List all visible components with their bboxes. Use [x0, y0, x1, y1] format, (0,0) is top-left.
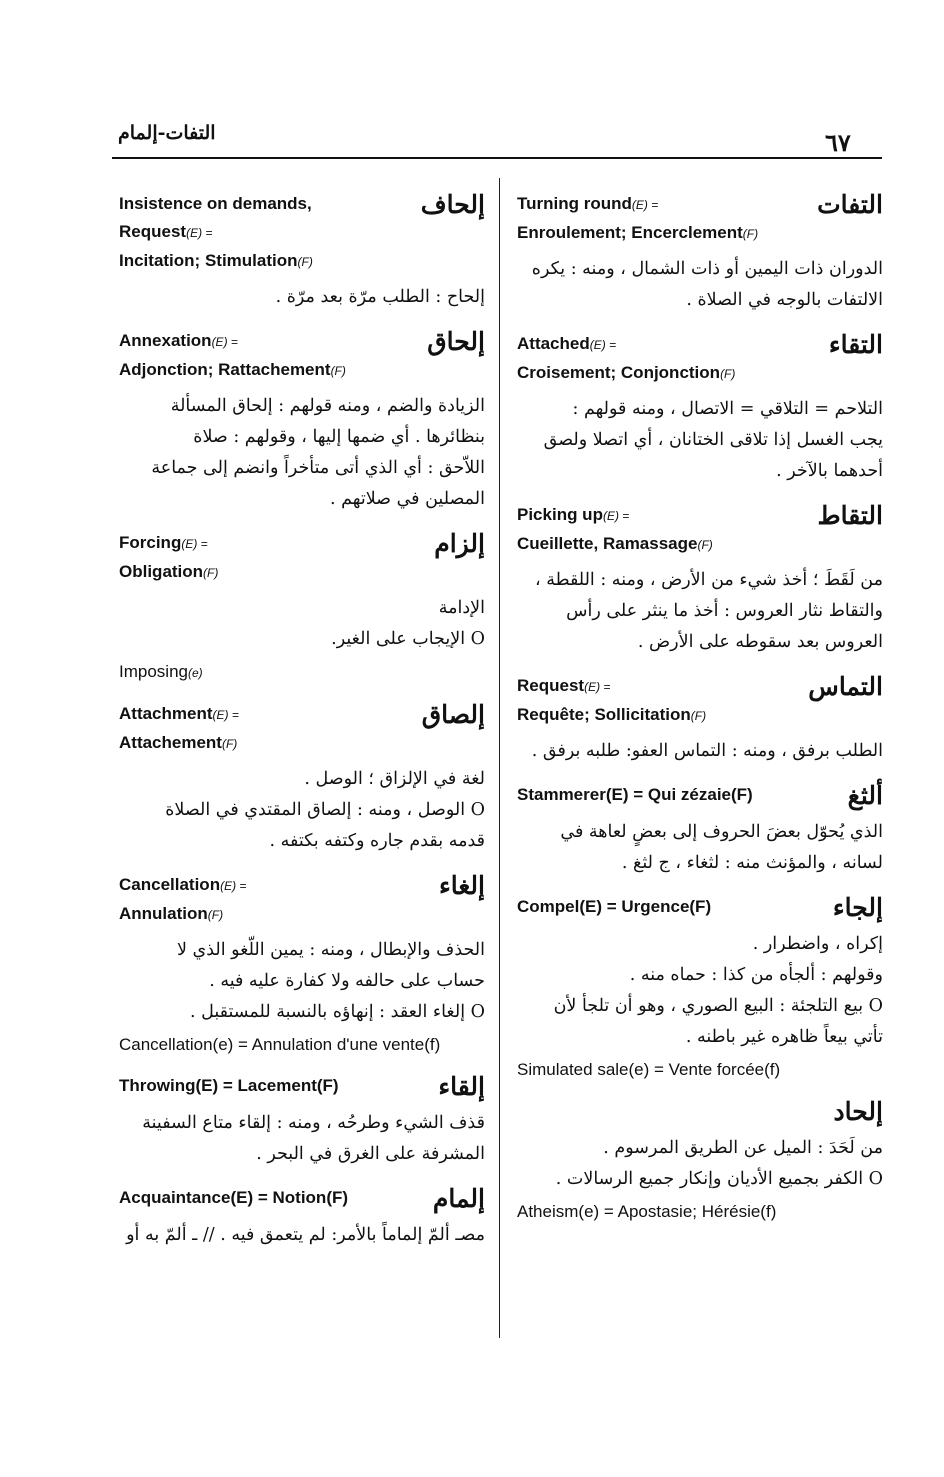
- english-translation: [119, 327, 346, 356]
- entry-definition: [517, 929, 883, 1053]
- entry-headword: إلمام: [432, 1184, 485, 1213]
- french-translation: [119, 729, 239, 758]
- entry-translations: [517, 672, 706, 730]
- english-text: Forcing: [119, 533, 182, 552]
- entry-headword: إلحاد: [833, 1097, 883, 1126]
- french-tag: (F): [742, 227, 759, 241]
- note-tag: (e): [187, 666, 203, 680]
- english-text: Attached: [517, 334, 590, 353]
- definition-line: اللاّحق : أي الذي أتى متأخراً وانضم إلى جماعة: [151, 458, 485, 478]
- definition-line: مصـ ألمّ إلماماً بالأمر: لم يتعمق فيه . // ـ ألمّ به أو: [126, 1225, 485, 1245]
- english-tag: (E) =: [589, 338, 617, 352]
- french-translation: [517, 219, 758, 248]
- english-translation: [119, 871, 246, 900]
- entry-definition: [119, 1220, 485, 1251]
- header-rule: [112, 157, 882, 159]
- english-tag: (E) =: [212, 708, 239, 722]
- dictionary-entry: [517, 1097, 883, 1225]
- definition-line: المشرفة على الغرق في البحر .: [256, 1144, 485, 1164]
- dictionary-entry: [517, 330, 883, 487]
- definition-line: المصلين في صلاتهم .: [330, 489, 485, 509]
- definition-line: حساب على حالفه ولا كفارة عليه فيه .: [209, 971, 485, 991]
- english-translation: [119, 700, 239, 729]
- entry-definition: [119, 935, 485, 1028]
- entry-head: [517, 501, 883, 559]
- english-translation: [517, 781, 753, 809]
- english-tag: (E) =: [631, 198, 659, 212]
- definition-line: التلاحم = التلاقي = الاتصال ، ومنه قولهم :: [572, 399, 883, 419]
- entry-translations: [517, 190, 758, 248]
- french-tag: (F): [207, 908, 224, 922]
- english-text: Cancellation: [119, 875, 221, 894]
- entry-translations: [517, 330, 735, 388]
- english-translation: [517, 330, 735, 359]
- entry-head: [119, 871, 485, 929]
- french-translation: [119, 900, 246, 929]
- definition-line: الحذف والإبطال ، ومنه : يمين اللّغو الذي لا: [176, 940, 485, 960]
- entry-definition: [119, 593, 485, 655]
- page-number: ٦٧: [825, 128, 851, 157]
- entry-headword: التفات: [817, 190, 883, 219]
- english-translation: [517, 501, 713, 530]
- entry-definition: [517, 1133, 883, 1195]
- entry-translations: [119, 1184, 348, 1212]
- definition-line: O الكفر بجميع الأديان وإنكار جميع الرسالات .: [555, 1169, 883, 1189]
- french-tag: (F): [720, 367, 736, 381]
- entry-translations: [517, 893, 711, 921]
- entry-headword: إلصاق: [421, 700, 485, 729]
- english-translation: [119, 190, 313, 218]
- french-tag: (F): [697, 538, 713, 552]
- entry-definition: [119, 282, 485, 313]
- definition-line: أحدهما بالآخر .: [776, 461, 883, 481]
- definition-line: لسانه ، والمؤنث منه : لثغاء ، ج لثغ .: [621, 853, 883, 873]
- running-title: التفات-إلمام: [118, 122, 216, 144]
- definition-line: لغة في الإلزاق ؛ الوصل .: [304, 769, 485, 789]
- definition-line: الزيادة والضم ، ومنه قولهم : إلحاق المسألة: [170, 396, 485, 416]
- right-column: [517, 190, 883, 1239]
- french-translation: [517, 359, 735, 388]
- definition-line: تأتي بيعاً ظاهره غير باطنه .: [685, 1027, 883, 1047]
- french-text: Requête; Sollicitation: [517, 705, 691, 724]
- entry-headword: إلحاق: [427, 327, 485, 356]
- french-tag: (F): [297, 255, 313, 269]
- entry-translations: [119, 1072, 339, 1100]
- definition-line: قذف الشيء وطرحُه ، ومنه : إلقاء متاع السفينة: [142, 1113, 485, 1133]
- english-text: Acquaintance(E) = Notion(F): [119, 1188, 349, 1207]
- dictionary-entry: [517, 501, 883, 658]
- english-translation: [119, 1072, 339, 1100]
- english-translation: [517, 672, 706, 701]
- entry-headword: إلغاء: [439, 871, 485, 900]
- english-tag: (E) =: [186, 226, 213, 240]
- french-text: Annulation: [119, 904, 208, 923]
- english-text: Attachment: [119, 704, 213, 723]
- entry-head: [119, 529, 485, 587]
- french-translation: [119, 247, 313, 276]
- definition-line: الطلب برفق ، ومنه : التماس العفو: طلبه برفق .: [531, 741, 883, 761]
- english-text: Compel(E) = Urgence(F): [517, 897, 712, 916]
- dictionary-entry: [119, 529, 485, 686]
- english-text: Picking up: [517, 505, 603, 524]
- english-translation: [119, 1184, 348, 1212]
- entry-definition: [517, 254, 883, 316]
- english-text: Insistence on demands,: [119, 194, 312, 213]
- dictionary-entry: [517, 893, 883, 1083]
- entry-note: [517, 1057, 883, 1083]
- left-column: [119, 190, 485, 1265]
- dictionary-entry: [119, 700, 485, 857]
- definition-line: الذي يُحوّل بعضَ الحروف إلى بعضٍ لعاهة في: [560, 822, 883, 842]
- entry-headword: ألثغ: [847, 781, 883, 810]
- entry-head: [119, 1072, 485, 1102]
- definition-line: الدوران ذات اليمين أو ذات الشمال ، ومنه : يكره: [531, 259, 883, 279]
- entry-head: [517, 330, 883, 388]
- french-text: Incitation; Stimulation: [119, 251, 298, 270]
- entry-headword: إلقاء: [438, 1072, 485, 1101]
- entry-translations: [119, 327, 346, 385]
- french-translation: [119, 558, 218, 587]
- definition-line: من لَقَطَ ؛ أخذ شيء من الأرض ، ومنه : اللقطة ،: [535, 570, 883, 590]
- french-text: Adjonction; Rattachement: [119, 360, 331, 379]
- dictionary-entry: [517, 672, 883, 767]
- entry-translations: [517, 501, 713, 559]
- definition-line: يجب الغسل إذا تلاقى الختانان ، أي اتصلا ولصق: [543, 430, 883, 450]
- french-text: Enroulement; Encerclement: [517, 223, 743, 242]
- english-translation: [517, 190, 758, 219]
- column-divider: [499, 178, 500, 1338]
- entry-head: [517, 672, 883, 730]
- dictionary-entry: [119, 1184, 485, 1251]
- entry-definition: [517, 736, 883, 767]
- entry-head: [119, 190, 485, 276]
- dictionary-entry: [119, 1072, 485, 1170]
- french-tag: (F): [690, 709, 707, 723]
- entry-note: [119, 1032, 485, 1058]
- definition-line: O بيع التلجئة : البيع الصوري ، وهو أن تلجأ لأن: [553, 996, 883, 1016]
- definition-line: وقولهم : ألجأه من كذا : حماه منه .: [629, 965, 883, 985]
- english-text: Turning round: [517, 194, 632, 213]
- definition-line: العروس بعد سقوطه على الأرض .: [637, 632, 883, 652]
- entry-head: [517, 1097, 883, 1127]
- definition-line: O الوصل ، ومنه : إلصاق المقتدي في الصلاة: [165, 800, 485, 820]
- definition-line: من لَحَدَ : الميل عن الطريق المرسوم .: [603, 1138, 883, 1158]
- entry-definition: [517, 394, 883, 487]
- dictionary-entry: [119, 327, 485, 515]
- entry-note: [119, 659, 485, 686]
- english-text: Request: [517, 676, 585, 695]
- entry-translations: [517, 781, 753, 809]
- entry-head: [517, 190, 883, 248]
- french-translation: [119, 356, 346, 385]
- note-text: Imposing: [119, 662, 188, 681]
- definition-line: الالتفات بالوجه في الصلاة .: [686, 290, 883, 310]
- definition-line: الإدامة: [438, 598, 485, 618]
- english-translation: [119, 529, 218, 558]
- entry-translations: [119, 190, 313, 276]
- definition-line: والتقاط نثار العروس : أخذ ما ينثر على رأس: [566, 601, 883, 621]
- french-tag: (F): [221, 737, 238, 751]
- entry-translations: [119, 529, 218, 587]
- dictionary-entry: [119, 190, 485, 313]
- definition-line: O الإيجاب على الغير.: [331, 629, 485, 649]
- entry-headword: التماس: [808, 672, 883, 701]
- definition-line: قدمه بقدم جاره وكتفه بكتفه .: [269, 831, 485, 851]
- entry-headword: إلحاف: [420, 190, 485, 219]
- note-text: Atheism(e) = Apostasie; Hérésie(f): [517, 1202, 777, 1221]
- french-translation: [517, 530, 713, 559]
- entry-headword: التقاط: [817, 501, 883, 530]
- entry-headword: التقاء: [828, 330, 883, 359]
- entry-translations: [119, 871, 246, 929]
- entry-head: [517, 893, 883, 923]
- dictionary-entry: [517, 190, 883, 316]
- entry-headword: إلزام: [434, 529, 485, 558]
- french-text: Croisement; Conjonction: [517, 363, 721, 382]
- note-text: Simulated sale(e) = Vente forcée(f): [517, 1060, 781, 1079]
- entry-headword: إلجاء: [832, 893, 883, 922]
- definition-line: بنظائرها . أي ضمها إليها ، وقولهم : صلاة: [193, 427, 485, 447]
- entry-definition: [119, 391, 485, 515]
- english-translation: [517, 893, 711, 921]
- entry-definition: [517, 817, 883, 879]
- entry-head: [517, 781, 883, 811]
- english-tag: (E) =: [220, 879, 247, 893]
- french-translation: [517, 701, 706, 730]
- dictionary-entry: [517, 781, 883, 879]
- entry-definition: [119, 1108, 485, 1170]
- entry-translations: [119, 700, 239, 758]
- definition-line: إكراه ، واضطرار .: [752, 934, 883, 954]
- english-text: Stammerer(E) = Qui zézaie(F): [517, 785, 753, 804]
- entry-head: [119, 700, 485, 758]
- french-tag: (F): [203, 566, 219, 580]
- entry-definition: [119, 764, 485, 857]
- french-text: Attachement: [119, 733, 222, 752]
- dictionary-entry: [119, 871, 485, 1058]
- note-text: Cancellation(e) = Annulation d'une vente(f): [119, 1035, 441, 1054]
- english-tag: (E) =: [211, 335, 238, 349]
- english-text: Throwing(E) = Lacement(F): [119, 1076, 339, 1095]
- english-tag: (E) =: [602, 509, 630, 523]
- english-tag: (E) =: [181, 537, 208, 551]
- entry-definition: [517, 565, 883, 658]
- french-text: Obligation: [119, 562, 204, 581]
- french-text: Cueillette, Ramassage: [517, 534, 698, 553]
- entry-note: [517, 1199, 883, 1225]
- definition-line: إلحاح : الطلب مرّة بعد مرّة .: [275, 287, 485, 307]
- french-tag: (F): [330, 364, 346, 378]
- definition-line: O إلغاء العقد : إنهاؤه بالنسبة للمستقبل .: [190, 1002, 485, 1022]
- entry-head: [119, 327, 485, 385]
- english-text: Request: [119, 222, 187, 241]
- english-tag: (E) =: [584, 680, 611, 694]
- english-text: Annexation: [119, 331, 212, 350]
- entry-head: [119, 1184, 485, 1214]
- english-translation: [119, 218, 313, 247]
